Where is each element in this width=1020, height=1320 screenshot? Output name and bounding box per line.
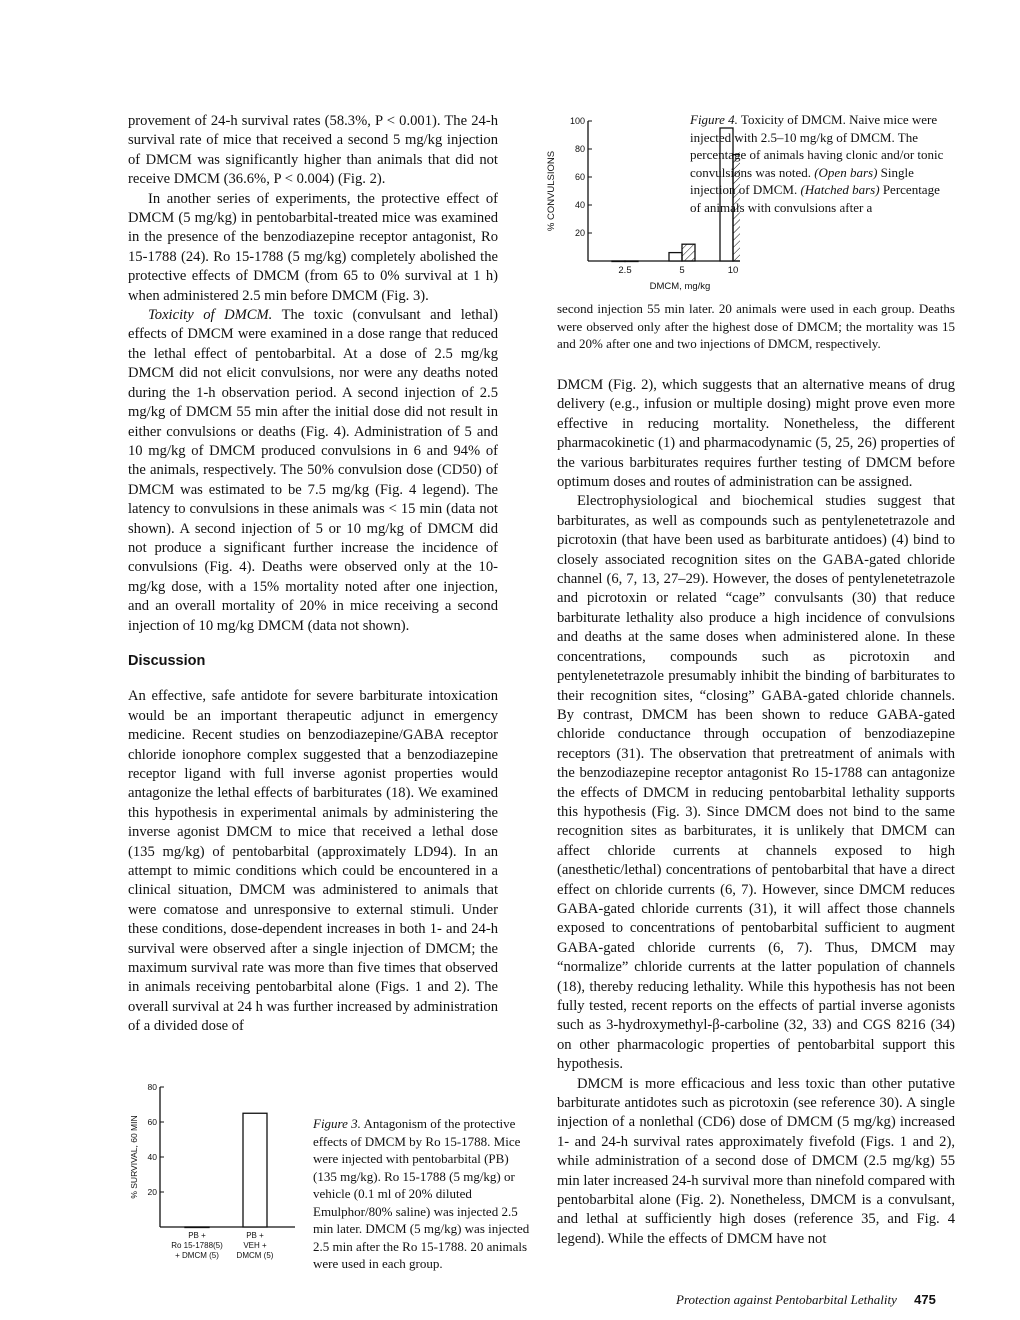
y-tick-label: 20 <box>574 228 585 238</box>
page-footer <box>676 1292 936 1308</box>
x-tick-label: 5 <box>679 265 685 276</box>
y-tick-label: 80 <box>574 144 585 154</box>
paragraph: DMCM (Fig. 2), which suggests that an alternative means of drug delivery (e.g., infusion or multiple dosing) might prove even more effective in reducing mortality. Nonetheless, the different pharmacokinetic (1) and pharmacodynamic (5, 25, 26) properties of the various barbiturates requires further testing of DMCM before optimum doses and routes of administration can be assigned. <box>557 377 955 491</box>
paragraph: An effective, safe antidote for severe barbiturate intoxication would be an important therapeutic adjunct in emergency medicine. Recent studies on benzodiazepine/GABA receptor chloride ionophore complex suggested that a benzodiazepine receptor ligand with full inverse agonist properties would antagonize the lethal effects of barbiturates (18). We examined this hypothesis in experimental animals by administering the inverse agonist DMCM to mice that received a lethal dose (135 mg/kg) of pentobarbital (approximately LD94). In an attempt to mimic conditions which could be encountered in a clinical situation, DMCM was administered to animals that were comatose and unresponsive to external stimuli. Under these conditions, dose-dependent increases in both 1- and 24-h survival were observed after a single injection of DMCM; the maximum survival rate was more than five times that observed in animals receiving pentobarbital alone (Figs. 1 and 2). The overall survival at 24 h was further increased by administration of a divided dose of <box>128 688 498 1035</box>
y-tick-label: 100 <box>569 116 585 126</box>
right-column <box>557 376 955 1249</box>
section-heading: Discussion <box>128 652 206 669</box>
paragraph: provement of 24-h survival rates (58.3%, P < 0.001). The 24-h survival rate of mice that received a second 5 mg/kg injection of DMCM was significantly higher than animals that did not receive DMCM (36.6%, P < 0.004) (Fig. 2). <box>128 113 498 188</box>
bar <box>185 1227 209 1228</box>
caption-text: Percentage of animals with convulsions after a <box>690 182 940 215</box>
x-tick-label: PB + <box>246 1231 264 1240</box>
x-tick-label: PB + <box>188 1231 206 1240</box>
figure-3-chart <box>125 1035 305 1270</box>
caption-label: Figure 3. <box>313 1116 361 1131</box>
bar-single-injection <box>612 261 625 262</box>
y-tick-label: 60 <box>147 1117 157 1127</box>
x-tick-label: DMCM (5) <box>236 1251 274 1260</box>
paragraph: In another series of experiments, the protective effect of DMCM (5 mg/kg) in pentobarbital-treated mice was examined in the presence of the benzodiazepine receptor antagonist, Ro 15-1788 (24). Ro 15-1788 (5 mg/kg) completely abolished the protective effects of DMCM (from 65 to 0% survival at 1 h) when administered 2.5 min before DMCM (Fig. 3). <box>128 190 498 304</box>
caption-text: Antagonism of the protective effects of DMCM by Ro 15-1788. Mice were injected with pentobarbital (PB) (135 mg/kg). Ro 15-1788 (5 mg/kg) or vehicle (0.1 ml of 20% diluted Emulphor/80% saline) was injected 2.5 min later. DMCM (5 mg/kg) was injected 2.5 min after the Ro 15-1788. 20 animals were used in each group. <box>313 1116 530 1271</box>
bar <box>243 1113 267 1227</box>
y-axis-label: % SURVIVAL, 60 MIN <box>129 1115 139 1199</box>
x-tick-label: 10 <box>727 265 739 276</box>
x-tick-label: 2.5 <box>618 265 632 276</box>
caption-label: Figure 4. <box>690 112 738 127</box>
paragraph <box>128 306 498 636</box>
bar-second-injection <box>625 261 638 262</box>
running-title: Protection against Pentobarbital Lethality <box>676 1292 897 1307</box>
figure-3-caption <box>313 1115 535 1273</box>
caption-label: (Open bars) <box>814 164 878 180</box>
y-tick-label: 40 <box>147 1152 157 1162</box>
caption-text: Toxicity of DMCM. Naive mice were injected with 2.5–10 mg/kg of DMCM. The percentage of animals having clonic and/or tonic convulsions was noted. <box>690 112 944 180</box>
y-axis-label: % CONVULSIONS <box>546 150 557 232</box>
page-number: 475 <box>914 1292 936 1307</box>
y-tick-label: 40 <box>574 200 585 210</box>
bar-single-injection <box>669 253 682 261</box>
y-tick-label: 80 <box>147 1082 157 1092</box>
x-axis-label: DMCM, mg/kg <box>649 281 711 292</box>
figure-4-caption-continued: second injection 55 min later. 20 animals were used in each group. Deaths were observed only after the highest dose of DMCM; the mortality was 15 and 20% after one and two injections of DMCM, respectively. <box>557 301 955 351</box>
caption-label: (Hatched bars) <box>800 182 880 197</box>
x-tick-label: Ro 15-1788(5) <box>171 1241 223 1250</box>
x-tick-label: VEH + <box>243 1241 267 1250</box>
paragraph-text: The toxic (convulsant and lethal) effects of DMCM were examined in a dose range that reduced the lethal effect of pentobarbital. At a dose of 2.5 mg/kg DMCM did not elicit convulsions, nor were any deaths noted during the 1-h observation period. A second injection of 2.5 mg/kg of DMCM 55 min after the initial dose did not result in either convulsions or deaths (Fig. 4). Administration of 5 and 10 mg/kg of DMCM produced convulsions in 6 and 94% of the animals, respectively. The 50% convulsion dose (CD50) of DMCM was estimated to be 7.5 mg/kg (Fig. 4 legend). The latency to convulsions in these animals was < 15 min (data not shown). A second injection of 5 or 10 mg/kg of DMCM did not produce a significant further increase the incidence of convulsions (Fig. 4). Deaths were observed only at the 10-mg/kg dose, with a 15% mortality noted after one injection, and an overall mortality of 20% in mice receiving a second injection of 10 mg/kg DMCM (data not shown). <box>128 307 498 634</box>
run-in-heading: Toxicity of DMCM. <box>148 307 273 324</box>
bar-second-injection <box>682 244 695 261</box>
paragraph: DMCM is more efficacious and less toxic than other putative barbiturate antidotes such as picrotoxin (see reference 30). A single injection of a nonlethal (CD6) dose of DMCM (5 mg/kg) increased 1- and 24-h survival rates approximately fivefold (Figs. 1 and 2), while administration of a second dose of DMCM (2.5 mg/kg) 55 min later increased 24-h survival more than ninefold compared with pentobarbital alone (Fig. 2). Nonetheless, DMCM is a convulsant, and lethal at sufficiently high doses (reference 35, and Fig. 4 legend). While the effects of DMCM have not <box>557 1075 955 1247</box>
figure-4-caption <box>690 111 952 216</box>
y-tick-label: 60 <box>574 172 585 182</box>
left-column <box>128 112 498 1037</box>
y-tick-label: 20 <box>147 1187 157 1197</box>
x-tick-label: + DMCM (5) <box>175 1251 219 1260</box>
paragraph: Electrophysiological and biochemical studies suggest that barbiturates, as well as compounds such as pentylenetetrazole and picrotoxin (that have been used as barbiturate antidoes) (4) bind to closely associated recognition sites on the GABA-gated chloride channel (6, 7, 13, 27–29). However, the doses of pentylenetetrazole and picrotoxin or related “cage” convulsants (30) that reduce barbiturate lethality also produce a high incidence of convulsions and deaths at the same doses when administered alone. In these concentrations, compounds such as picrotoxin and pentylenetetrazole presumably inhibit the binding of barbiturates to their recognition sites, “closing” GABA-gated chloride channels. By contrast, DMCM has been shown to reduce GABA-gated chloride conductance through occupation of benzodiazepine receptors (31). The observation that pretreatment of animals with the benzodiazepine receptor antagonist Ro 15-1788 can antagonize the effects of DMCM in reducing pentobarbital lethality supports this hypothesis (Fig. 3). Since DMCM does not bind to the same recognition sites as barbiturates, it is unlikely that DMCM can affect chloride currents at channels exposed to high (anesthetic/lethal) concentrations of pentobarbital that have a direct effect on chloride currents (6, 7). However, since DMCM reduces GABA-gated chloride currents (31), it will affect those channels exposed to concentrations of pentobarbital sufficient to augment GABA-gated chloride currents (6, 7). Thus, DMCM may “normalize” chloride currents at the latter population of channels (18), thereby reducing lethality. While this hypothesis has not been fully tested, recent reports on the effects of partial inverse agonists such as 3-hydroxymethyl-β-carboline (32, 33) and CGS 8216 (34) on other pharmacologic properties of pentobarbital support this hypothesis. <box>557 493 955 1073</box>
caption-text: Single injection of DMCM. <box>690 164 914 197</box>
